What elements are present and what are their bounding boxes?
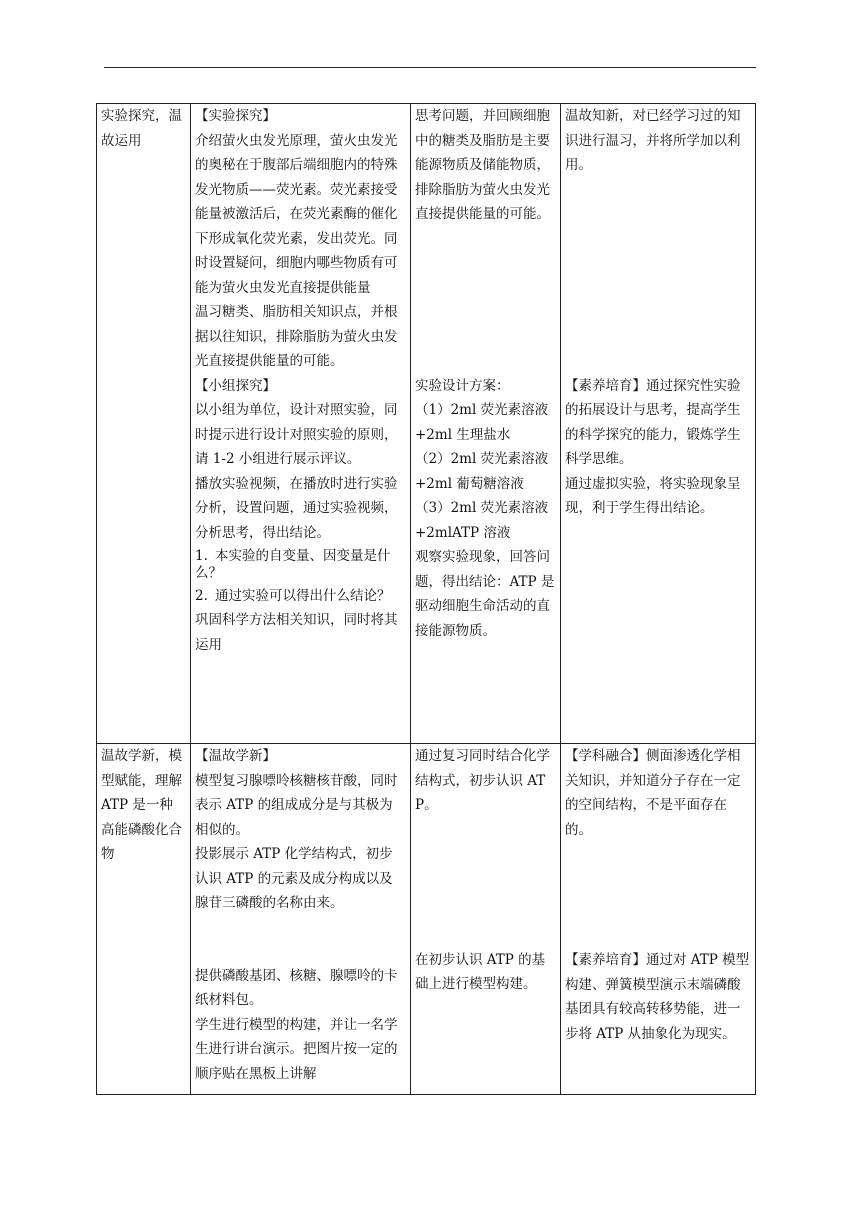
paragraph: 观察实验现象，回答问题，得出结论：ATP 是驱动细胞生命活动的直接能源物质。: [415, 549, 555, 639]
design-item: （3）2ml 荧光素溶液+2mlATP 溶液: [415, 500, 549, 541]
paragraph: 通过虚拟实验，将实验现象呈现，利于学生得出结论。: [565, 475, 741, 516]
paragraph: 播放实验视频，在播放时进行实验分析，设置问题，通过实验视频，分析思考，得出结论。: [195, 475, 398, 541]
design-title: 实验设计方案：: [415, 377, 510, 394]
paragraph: 提供磷酸基团、核糖、腺嘌呤的卡纸材料包。: [195, 967, 398, 1008]
paragraph: 【素养培育】通过探究性实验的拓展设计与思考，提高学生的科学探究的能力，锻炼学生科学思维。: [565, 377, 741, 467]
section-heading: 【实验探究】: [195, 108, 276, 124]
student-activity-cell: [411, 744, 561, 1095]
stage-label: 实验探究，温故运用: [101, 108, 182, 149]
design-item: （2）2ml 荧光素溶液+2ml 葡萄糖溶液: [415, 451, 549, 492]
question-item: [195, 545, 406, 585]
paragraph: 介绍萤火虫发光原理，萤火虫发光的奥秘在于腹部后端细胞内的特殊发光物质——荧光素。荧光素接受能量被激活后，在荧光素酶的催化下形成氧化荧光素，发出荧光。同时设置疑问，细胞内哪些物质有可能为萤火虫发光直接提供能量: [195, 132, 398, 296]
table-row: [97, 744, 756, 1095]
paragraph: 模型复习腺嘌呤核糖核苷酸，同时表示 ATP 的组成成分是与其极为相似的。: [195, 772, 398, 838]
paragraph: 巩固科学方法相关知识，同时将其运用: [195, 612, 398, 653]
paragraph: 温故知新，对已经学习过的知识进行温习，并将所学加以利用。: [565, 108, 741, 173]
design-intent-cell: [561, 104, 756, 744]
paragraph: 投影展示 ATP 化学结构式，初步认识 ATP 的元素及成分构成以及腺苷三磷酸的名称由来。: [195, 846, 393, 911]
spacer: [195, 916, 406, 964]
question-text: 本实验的自变量、因变量是什么？: [195, 548, 391, 581]
design-intent-cell: [561, 744, 756, 1095]
paragraph: 【学科融合】侧面渗透化学相关知识，并知道分子存在一定的空间结构，不是平面存在的。: [565, 748, 741, 838]
spacer: [415, 818, 556, 948]
design-item: （1）2ml 荧光素溶液+2ml 生理盐水: [415, 402, 549, 443]
paragraph: 以小组为单位，设计对照实验，同时提示进行设计对照实验的原则，请 1-2 小组进行展示评议。: [195, 402, 398, 467]
question-number: 2.: [195, 588, 208, 604]
paragraph: 在初步认识 ATP 的基础上进行模型构建。: [415, 951, 546, 992]
paragraph: 思考问题，并回顾细胞中的糖类及脂肪是主要能源物质及储能物质，排除脂肪为萤火虫发光直接提供能量的可能。: [415, 108, 550, 222]
paragraph: 学生进行模型的构建，并让一名学生进行讲台演示。把图片按一定的顺序贴在黑板上讲解: [195, 1016, 398, 1082]
question-item: [195, 585, 406, 608]
teacher-activity-cell: [191, 744, 411, 1095]
section-heading: 【温故学新】: [195, 748, 276, 764]
section-heading: 【小组探究】: [195, 377, 276, 394]
teacher-activity-cell: [191, 104, 411, 744]
stage-cell: [97, 104, 191, 744]
paragraph: 【素养培育】通过对 ATP 模型构建、弹簧模型演示末端磷酸基团具有较高转移势能，进一步将 ATP 从抽象化为现实。: [565, 952, 750, 1042]
spacer: [565, 842, 751, 948]
student-activity-cell: [411, 104, 561, 744]
paragraph: 通过复习同时结合化学结构式，初步认识 ATP。: [415, 748, 550, 813]
question-number: 1.: [195, 548, 208, 564]
lesson-plan-table: [96, 103, 756, 1095]
question-text: 通过实验可以得出什么结论？: [215, 588, 391, 604]
stage-cell: [97, 744, 191, 1095]
header-rule: [104, 67, 756, 68]
spacer: [565, 178, 751, 374]
table-row: [97, 104, 756, 744]
paragraph: 温习糖类、脂肪相关知识点，并根据以往知识，排除脂肪为萤火虫发光直接提供能量的可能。: [195, 304, 398, 369]
spacer: [415, 227, 556, 374]
stage-label: 温故学新，模型赋能，理解 ATP 是一种高能磷酸化合物: [101, 748, 182, 862]
